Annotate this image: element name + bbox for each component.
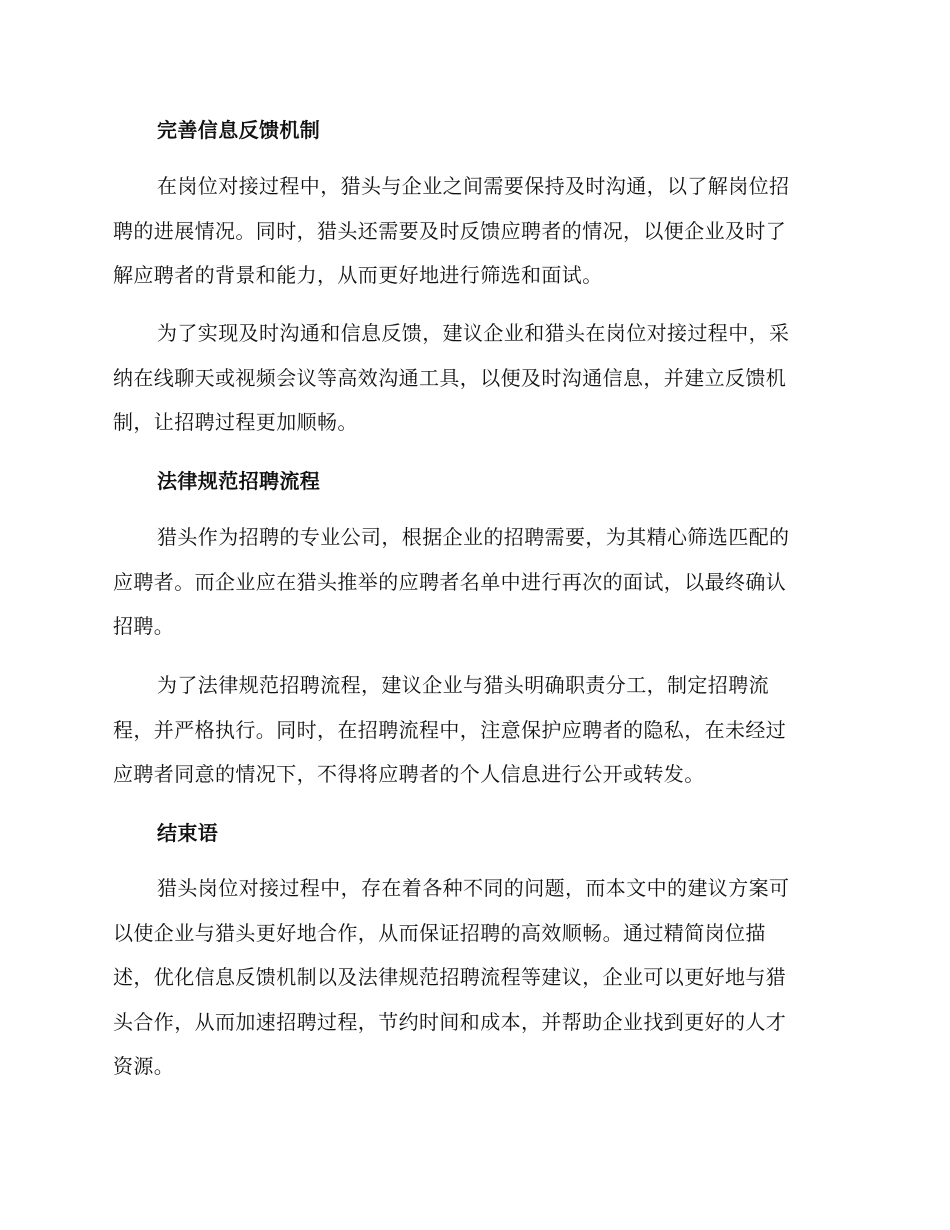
paragraph-line: 头合作，从而加速招聘过程，节约时间和成本，并帮助企业找到更好的人才 <box>113 1009 787 1034</box>
paragraph-line: 以使企业与猎头更好地合作，从而保证招聘的高效顺畅。通过精简岗位描 <box>113 920 766 945</box>
section-heading-legal-process: 法律规范招聘流程 <box>157 469 321 493</box>
paragraph-line: 应聘者。而企业应在猎头推举的应聘者名单中进行再次的面试，以最终确认 <box>113 569 787 594</box>
paragraph-line: 述，优化信息反馈机制以及法律规范招聘流程等建议，企业可以更好地与猎 <box>113 965 787 989</box>
paragraph-line: 制，让招聘过程更加顺畅。 <box>113 410 358 434</box>
section-heading-conclusion: 结束语 <box>157 821 219 845</box>
paragraph-line: 解应聘者的背景和能力，从而更好地进行筛选和面试。 <box>113 263 603 287</box>
paragraph-line: 程，并严格执行。同时，在招聘流程中，注意保护应聘者的隐私，在未经过 <box>113 717 787 742</box>
paragraph-line: 招聘。 <box>113 614 175 638</box>
paragraph-conclusion-1 <box>113 866 837 1089</box>
paragraph-line: 纳在线聊天或视频会议等高效沟通工具，以便及时沟通信息，并建立反馈机 <box>113 365 787 390</box>
section-heading-feedback: 完善信息反馈机制 <box>157 118 321 142</box>
paragraph-line: 应聘者同意的情况下，不得将应聘者的个人信息进行公开或转发。 <box>113 762 705 786</box>
paragraph-line: 为了法律规范招聘流程，建议企业与猎头明确职责分工，制定招聘流 <box>157 673 769 697</box>
paragraph-line: 为了实现及时沟通和信息反馈，建议企业和猎头在岗位对接过程中，采 <box>157 321 790 345</box>
paragraph-line: 在岗位对接过程中，猎头与企业之间需要保持及时沟通，以了解岗位招 <box>157 174 790 198</box>
paragraph-legal-1 <box>113 515 837 649</box>
paragraph-feedback-2 <box>113 311 837 445</box>
paragraph-line: 资源。 <box>113 1054 175 1078</box>
paragraph-line: 猎头作为招聘的专业公司，根据企业的招聘需要，为其精心筛选匹配的 <box>157 525 790 549</box>
paragraph-feedback-1 <box>113 164 837 298</box>
paragraph-line: 猎头岗位对接过程中，存在着各种不同的问题，而本文中的建议方案可 <box>157 876 790 900</box>
paragraph-legal-2 <box>113 663 837 797</box>
paragraph-line: 聘的进展情况。同时，猎头还需要及时反馈应聘者的情况，以便企业及时了 <box>113 218 787 243</box>
